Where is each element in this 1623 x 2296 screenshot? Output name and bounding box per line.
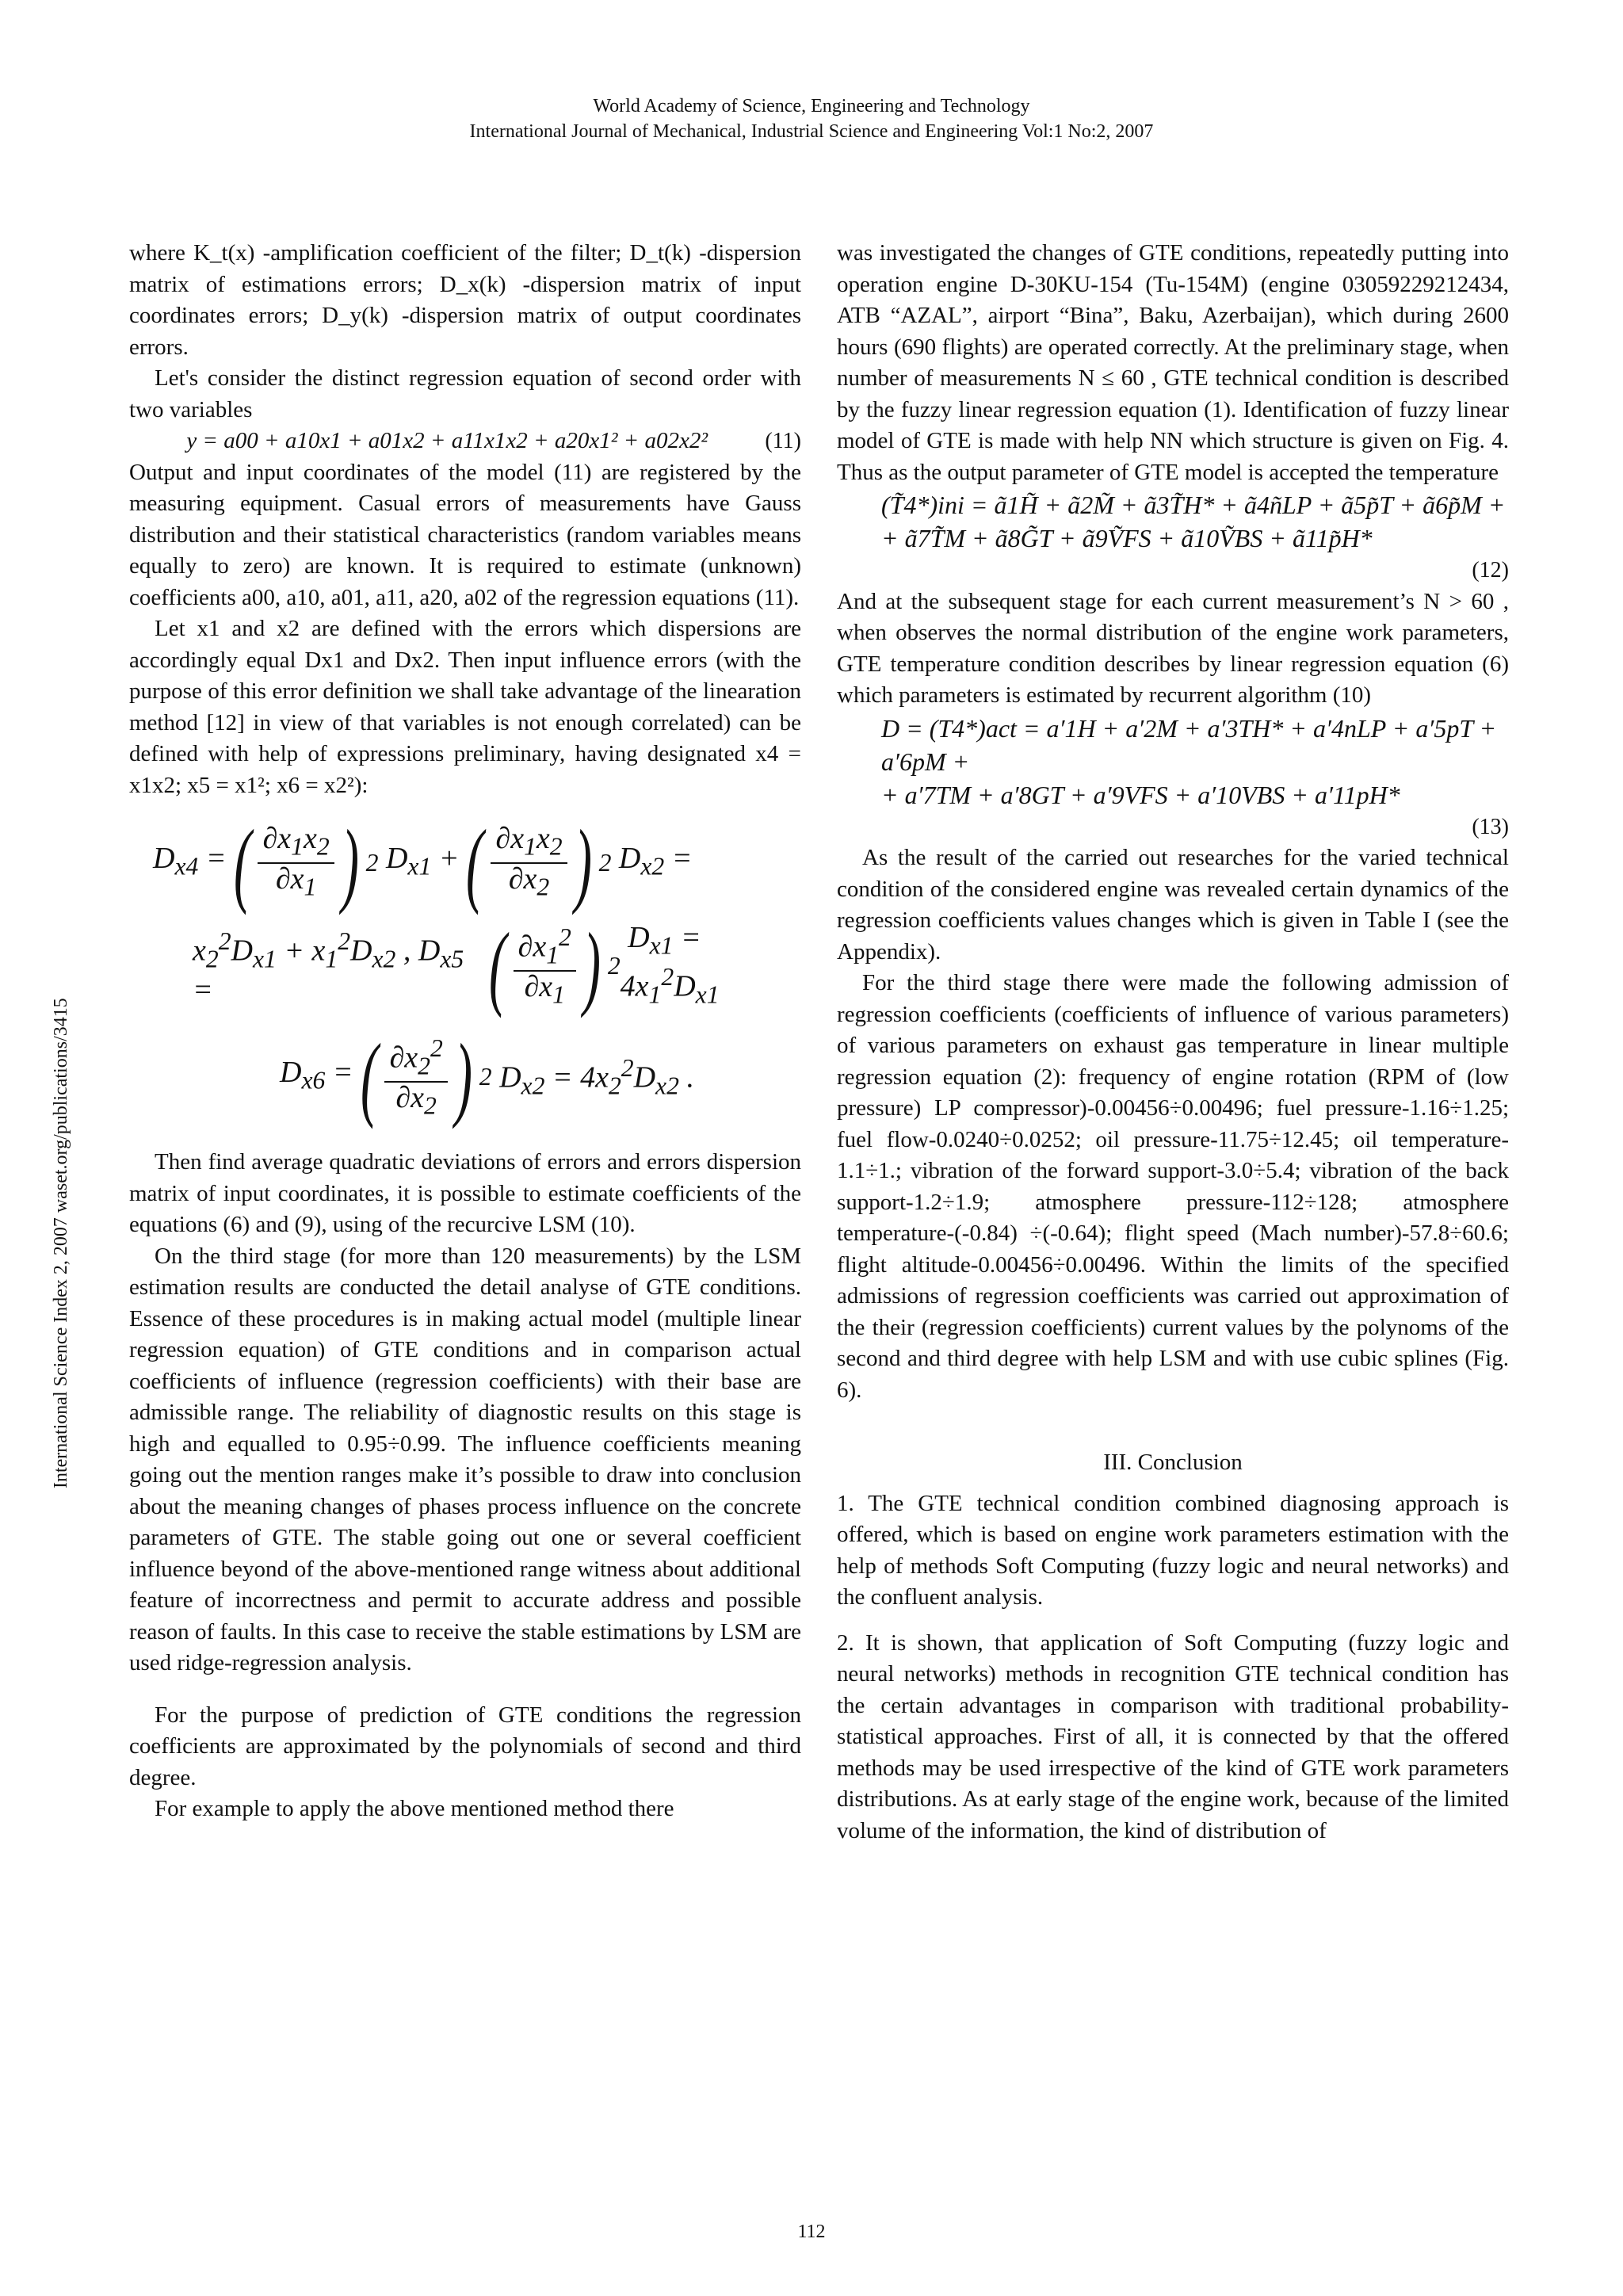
right-column <box>837 238 1509 1847</box>
paragraph-subsequent-stage: And at the subsequent stage for each current measurement’s N > 60 , when observes the normal distribution of the engine work parameters, GTE temperature condition describes by linear regression equation (6) which parameters is estimated by recurrent algorithm (10) <box>837 588 1509 708</box>
section-title-conclusion: III. Conclusion <box>1103 1450 1243 1475</box>
paragraph-regression-intro: Let's consider the distinct regression equation of second order with two variables <box>129 365 801 422</box>
equation-11-number: (11) <box>765 429 801 453</box>
page-number: 112 <box>797 2222 826 2242</box>
header-line-1: World Academy of Science, Engineering and Technology <box>593 96 1030 117</box>
equation-dx6: $D_{x6}$ = ( $\frac{\partial x_2^2}{\partial x_2}$ ) 2 $D_{x2} = 4x_2^2D_{x2}$ . <box>280 1024 694 1129</box>
equation-dx5: $x_2^2D_{x1} + x_1^2D_{x2}$ , $D_{x5}$ = ( $\frac{\partial x_1^2}{\partial x_1}$ ) 2 $D_{x1} = 4x_1^2D_{x1}$ <box>193 913 720 1018</box>
paragraph-prediction: For the purpose of prediction of GTE conditions the regression coefficients are approximated by the polynomials of second and third degree. <box>129 1702 801 1790</box>
paragraph-admission-coefficients: For the third stage there were made the following admission of regression coefficients (coefficients of influence of various parameters) of various parameters on exhaust gas temperature in linear multiple regression equation (2): frequency of engine rotation (RPM of (low pressure) LP compressor)-0.00456÷0.00496; fuel pressure-1.16÷1.25; fuel flow-0.0240÷0.0252; oil pressure-11.75÷12.45; oil temperature-1.1÷1.; vibration of the forward support-3.0÷5.4; vibration of the back support-1.2÷1.9; atmosphere pressure-112÷128; atmosphere temperature-(-0.84) ÷(-0.64); flight speed (Mach number)-57.8÷60.6; flight altitude-0.00456÷0.00496. Within the limits of the specified admissions of regression coefficients was carried out approximation of the their (regression coefficients) current values by the polynoms of the second and third degree with help LSM and with use cubic splines (Fig. 6). <box>837 970 1509 1403</box>
paragraph-example: For example to apply the above mentioned method there <box>155 1796 674 1821</box>
paragraph-filter-definitions: where K_t(x) -amplification coefficient of the filter; D_t(k) -dispersion matrix of estimations errors; D_x(k) -dispersion matrix of input coordinates errors; D_y(k) -dispersion matrix of output coordinates errors. <box>129 240 801 360</box>
journal-header <box>0 94 1623 144</box>
paragraph-input-errors: Let x1 and x2 are defined with the errors which dispersions are accordingly equal Dx1 and Dx2. Then input influence errors (with the purpose of this error definition we shall take advantage of the linearation method [12] in view of that variables is not enough correlated) can be defined with help of expressions preliminary, having designated x4 = x1x2; x5 = x1²; x6 = x2²): <box>129 616 801 798</box>
equation-13-line-1: D = (T4*)act = a′1H + a′2M + a′3TH* + a′4nLP + a′5pT + a′6pM + <box>881 713 1497 776</box>
equation-11 <box>129 426 801 457</box>
paragraph-researches-result: As the result of the carried out researches for the varied technical condition of the considered engine was revealed certain dynamics of the regression coefficients values changes which is given in Table I (see the Appendix). <box>837 845 1509 965</box>
paragraph-measurement-errors: Output and input coordinates of the model (11) are registered by the measuring equipment. Casual errors of measurements have Gauss distribution and their statistical characteristics (random variables means equally to zero) are known. It is required to estimate (unknown) coefficients a00, a10, a01, a11, a20, a02 of the regression equations (11). <box>129 459 801 610</box>
equation-12-line-1: (T̃4*)ini = ã1H̃ + ã2M̃ + ã3T̃H* + ã4ñLP + ã5p̃T + ã6p̃M + <box>881 491 1506 519</box>
dispersion-equations <box>129 810 801 1133</box>
paragraph-recursive-lsm: Then find average quadratic deviations of errors and errors dispersion matrix of input coordinates, it is possible to estimate coefficients of the equations (6) and (9), using of the recurcive LSM (10). <box>129 1149 801 1237</box>
equation-13-number: (13) <box>1472 814 1509 839</box>
equation-12-line-2: + ã7T̃M + ã8G̃T + ã9ṼFS + ã10ṼBS + ã11p̃H* <box>881 524 1373 552</box>
conclusion-item-1: 1. The GTE technical condition combined diagnosing approach is offered, which is based on engine work parameters estimation with the help of methods Soft Computing (fuzzy logic and neural networks) and the confluent analysis. <box>837 1490 1509 1610</box>
conclusion-item-2: 2. It is shown, that application of Soft Computing (fuzzy logic and neural networks) methods in recognition GTE technical condition has the certain advantages in comparison with traditional probability-statistical approaches. First of all, it is connected by that the offered methods may be used irrespective of the kind of GTE work parameters distributions. As at early stage of the engine work, because of the limited volume of the information, the kind of distribution of <box>837 1629 1509 1843</box>
sidebar-index-text: International Science Index 2, 2007 waset.org/publications/3415 <box>51 998 71 1488</box>
paragraph-engine-investigation: was investigated the changes of GTE conditions, repeatedly putting into operation engine D-30KU-154 (Tu-154M) (engine 03059229212434, ATB “AZAL”, airport “Bina”, Baku, Azerbaijan), which during 2600 hours (690 flights) are operated correctly. At the preliminary stage, when number of measurements N ≤ 60 , GTE technical condition is described by the fuzzy linear regression equation (1). Identification of fuzzy linear model of GTE is made with help NN which structure is given on Fig. 4. Thus as the output parameter of GTE model is accepted the temperature <box>837 240 1509 485</box>
paragraph-third-stage: On the third stage (for more than 120 measurements) by the LSM estimation results are conducted the detail analyse of GTE conditions. Essence of these procedures is in making actual model (multiple linear regression equation) of GTE conditions and in comparison actual coefficients of influence (regression coefficients) with their base are admissible range. The reliability of diagnostic results on this stage is high and equalled to 0.95÷0.99. The influence coefficients meaning going out the mention ranges make it’s possible to draw into conclusion about the meaning changes of phases process influence on the concrete parameters of GTE. The stable going out one or several coefficient influence beyond of the above-mentioned range witness about additional feature of incorrectness and permit to accurate address and possible reason of faults. In this case to receive the stable estimations by LSM are used ridge-regression analysis. <box>129 1243 801 1675</box>
equation-12-number: (12) <box>1472 558 1509 583</box>
equation-dx4: $D_{x4}$ = ( $\frac{\partial x_1x_2}{\partial x_1}$ ) 2 $D_{x1}$ + ( $\frac{\partial x_1x_2}{\partial x_2}$ ) 2 $D_{x2}$ = <box>153 810 693 915</box>
left-column <box>129 238 801 1825</box>
header-line-2: International Journal of Mechanical, Industrial Science and Engineering Vol:1 No:2, 2007 <box>469 121 1154 142</box>
equation-13-line-2: + a′7TM + a′8GT + a′9VFS + a′10VBS + a′11pH* <box>881 780 1400 809</box>
equation-11-body: y = a00 + a10x1 + a01x2 + a11x1x2 + a20x1² + a02x2² <box>186 428 708 453</box>
